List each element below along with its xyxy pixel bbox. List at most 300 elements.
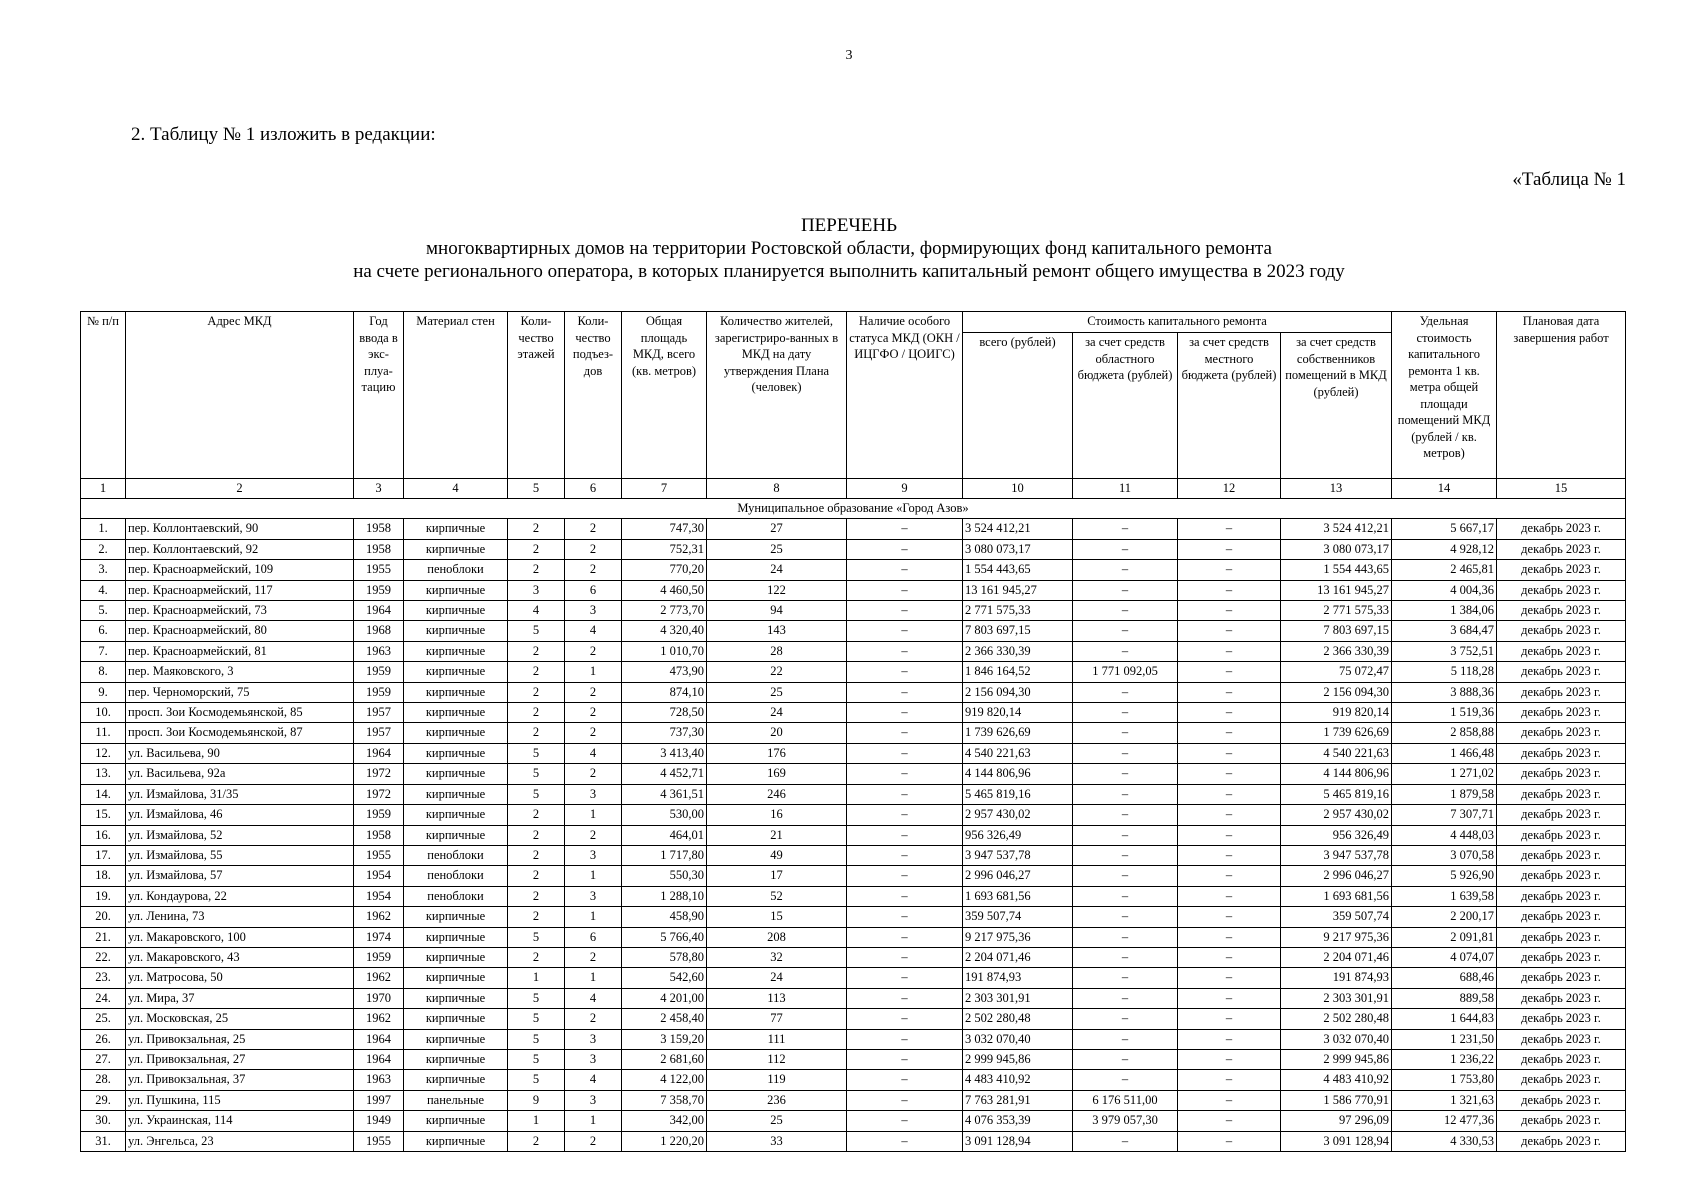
floors-cell: 2 bbox=[508, 723, 565, 743]
residents-cell: 20 bbox=[707, 723, 847, 743]
header-residents: Количество жителей, зарегистриро-ванных в МКД на дату утверждения Плана (человек) bbox=[707, 312, 847, 479]
unit-cost-cell: 2 465,81 bbox=[1392, 560, 1497, 580]
material-cell: кирпичные bbox=[404, 1131, 508, 1151]
entrances-cell: 3 bbox=[565, 845, 622, 865]
residents-cell: 176 bbox=[707, 743, 847, 763]
status-cell: – bbox=[847, 927, 963, 947]
area-cell: 473,90 bbox=[622, 662, 707, 682]
cost-local-cell: – bbox=[1178, 601, 1281, 621]
cost-regional-cell: 6 176 511,00 bbox=[1073, 1090, 1178, 1110]
material-cell: кирпичные bbox=[404, 927, 508, 947]
year-cell: 1955 bbox=[354, 845, 404, 865]
row-number: 15. bbox=[81, 805, 126, 825]
row-number: 17. bbox=[81, 845, 126, 865]
unit-cost-cell: 7 307,71 bbox=[1392, 805, 1497, 825]
entrances-cell: 2 bbox=[565, 703, 622, 723]
table-row bbox=[81, 580, 1626, 600]
year-cell: 1963 bbox=[354, 641, 404, 661]
address-cell: ул. Измайлова, 46 bbox=[126, 805, 354, 825]
year-cell: 1958 bbox=[354, 519, 404, 539]
area-cell: 737,30 bbox=[622, 723, 707, 743]
area-cell: 542,60 bbox=[622, 968, 707, 988]
row-number: 25. bbox=[81, 1009, 126, 1029]
table-row bbox=[81, 703, 1626, 723]
residents-cell: 25 bbox=[707, 1111, 847, 1131]
table-row bbox=[81, 825, 1626, 845]
table-row bbox=[81, 560, 1626, 580]
header-address: Адрес МКД bbox=[126, 312, 354, 479]
cost-regional-cell: – bbox=[1073, 1070, 1178, 1090]
entrances-cell: 1 bbox=[565, 866, 622, 886]
title-line-1: ПЕРЕЧЕНЬ bbox=[800, 215, 898, 236]
floors-cell: 2 bbox=[508, 947, 565, 967]
area-cell: 4 452,71 bbox=[622, 764, 707, 784]
end-date-cell: декабрь 2023 г. bbox=[1497, 988, 1626, 1008]
entrances-cell: 3 bbox=[565, 784, 622, 804]
cost-owners-cell: 3 947 537,78 bbox=[1281, 845, 1392, 865]
entrances-cell: 6 bbox=[565, 927, 622, 947]
material-cell: кирпичные bbox=[404, 988, 508, 1008]
cost-owners-cell: 2 957 430,02 bbox=[1281, 805, 1392, 825]
material-cell: кирпичные bbox=[404, 968, 508, 988]
cost-regional-cell: – bbox=[1073, 784, 1178, 804]
material-cell: кирпичные bbox=[404, 519, 508, 539]
status-cell: – bbox=[847, 825, 963, 845]
end-date-cell: декабрь 2023 г. bbox=[1497, 1090, 1626, 1110]
end-date-cell: декабрь 2023 г. bbox=[1497, 968, 1626, 988]
material-cell: кирпичные bbox=[404, 805, 508, 825]
row-number: 4. bbox=[81, 580, 126, 600]
cost-owners-cell: 3 080 073,17 bbox=[1281, 539, 1392, 559]
cost-local-cell: – bbox=[1178, 784, 1281, 804]
unit-cost-cell: 3 070,58 bbox=[1392, 845, 1497, 865]
floors-cell: 9 bbox=[508, 1090, 565, 1110]
year-cell: 1957 bbox=[354, 723, 404, 743]
end-date-cell: декабрь 2023 г. bbox=[1497, 621, 1626, 641]
area-cell: 1 717,80 bbox=[622, 845, 707, 865]
cost-regional-cell: – bbox=[1073, 539, 1178, 559]
residents-cell: 32 bbox=[707, 947, 847, 967]
cost-regional-cell: – bbox=[1073, 845, 1178, 865]
material-cell: кирпичные bbox=[404, 621, 508, 641]
end-date-cell: декабрь 2023 г. bbox=[1497, 539, 1626, 559]
unit-cost-cell: 1 236,22 bbox=[1392, 1049, 1497, 1069]
material-cell: кирпичные bbox=[404, 784, 508, 804]
material-cell: кирпичные bbox=[404, 764, 508, 784]
cost-local-cell: – bbox=[1178, 539, 1281, 559]
table-row bbox=[81, 539, 1626, 559]
table-row bbox=[81, 601, 1626, 621]
header-cost-regional: за счет средств областного бюджета (рублей) bbox=[1073, 333, 1178, 479]
status-cell: – bbox=[847, 845, 963, 865]
residents-cell: 15 bbox=[707, 907, 847, 927]
cost-regional-cell: – bbox=[1073, 601, 1178, 621]
status-cell: – bbox=[847, 907, 963, 927]
material-cell: кирпичные bbox=[404, 825, 508, 845]
row-number: 10. bbox=[81, 703, 126, 723]
end-date-cell: декабрь 2023 г. bbox=[1497, 1029, 1626, 1049]
material-cell: кирпичные bbox=[404, 539, 508, 559]
cost-local-cell: – bbox=[1178, 662, 1281, 682]
material-cell: кирпичные bbox=[404, 601, 508, 621]
area-cell: 1 288,10 bbox=[622, 886, 707, 906]
address-cell: ул. Энгельса, 23 bbox=[126, 1131, 354, 1151]
header-cost-local: за счет средств местного бюджета (рублей) bbox=[1178, 333, 1281, 479]
cost-local-cell: – bbox=[1178, 886, 1281, 906]
table-row bbox=[81, 1090, 1626, 1110]
address-cell: пер. Красноармейский, 73 bbox=[126, 601, 354, 621]
header-year: Год ввода в экс-плуа-тацию bbox=[354, 312, 404, 479]
header-cost-group: Стоимость капитального ремонта bbox=[963, 312, 1392, 333]
cost-total-cell: 919 820,14 bbox=[963, 703, 1073, 723]
table-row bbox=[81, 1070, 1626, 1090]
cost-local-cell: – bbox=[1178, 560, 1281, 580]
cost-owners-cell: 13 161 945,27 bbox=[1281, 580, 1392, 600]
floors-cell: 2 bbox=[508, 1131, 565, 1151]
column-number-cell: 4 bbox=[404, 479, 508, 499]
end-date-cell: декабрь 2023 г. bbox=[1497, 927, 1626, 947]
residents-cell: 27 bbox=[707, 519, 847, 539]
cost-total-cell: 4 483 410,92 bbox=[963, 1070, 1073, 1090]
floors-cell: 2 bbox=[508, 641, 565, 661]
table-row bbox=[81, 866, 1626, 886]
floors-cell: 4 bbox=[508, 601, 565, 621]
cost-local-cell: – bbox=[1178, 1111, 1281, 1131]
year-cell: 1959 bbox=[354, 662, 404, 682]
table-row bbox=[81, 886, 1626, 906]
year-cell: 1964 bbox=[354, 743, 404, 763]
cost-regional-cell: – bbox=[1073, 580, 1178, 600]
cost-owners-cell: 2 502 280,48 bbox=[1281, 1009, 1392, 1029]
table-row bbox=[81, 764, 1626, 784]
table-row bbox=[81, 1131, 1626, 1151]
cost-total-cell: 3 947 537,78 bbox=[963, 845, 1073, 865]
cost-regional-cell: – bbox=[1073, 1049, 1178, 1069]
address-cell: ул. Кондаурова, 22 bbox=[126, 886, 354, 906]
row-number: 5. bbox=[81, 601, 126, 621]
address-cell: ул. Московская, 25 bbox=[126, 1009, 354, 1029]
end-date-cell: декабрь 2023 г. bbox=[1497, 662, 1626, 682]
address-cell: ул. Привокзальная, 25 bbox=[126, 1029, 354, 1049]
row-number: 23. bbox=[81, 968, 126, 988]
cost-regional-cell: – bbox=[1073, 641, 1178, 661]
column-number-cell: 9 bbox=[847, 479, 963, 499]
residents-cell: 52 bbox=[707, 886, 847, 906]
floors-cell: 3 bbox=[508, 580, 565, 600]
material-cell: панельные bbox=[404, 1090, 508, 1110]
residents-cell: 24 bbox=[707, 968, 847, 988]
unit-cost-cell: 3 684,47 bbox=[1392, 621, 1497, 641]
cost-owners-cell: 2 996 046,27 bbox=[1281, 866, 1392, 886]
floors-cell: 2 bbox=[508, 907, 565, 927]
row-number: 24. bbox=[81, 988, 126, 1008]
entrances-cell: 2 bbox=[565, 682, 622, 702]
row-number: 29. bbox=[81, 1090, 126, 1110]
floors-cell: 5 bbox=[508, 784, 565, 804]
cost-regional-cell: – bbox=[1073, 825, 1178, 845]
material-cell: кирпичные bbox=[404, 1111, 508, 1131]
cost-regional-cell: – bbox=[1073, 968, 1178, 988]
column-number-cell: 12 bbox=[1178, 479, 1281, 499]
entrances-cell: 4 bbox=[565, 621, 622, 641]
cost-owners-cell: 3 524 412,21 bbox=[1281, 519, 1392, 539]
document-title bbox=[0, 214, 1698, 283]
residents-cell: 17 bbox=[707, 866, 847, 886]
area-cell: 4 122,00 bbox=[622, 1070, 707, 1090]
unit-cost-cell: 1 879,58 bbox=[1392, 784, 1497, 804]
unit-cost-cell: 4 330,53 bbox=[1392, 1131, 1497, 1151]
cost-local-cell: – bbox=[1178, 988, 1281, 1008]
floors-cell: 2 bbox=[508, 886, 565, 906]
floors-cell: 2 bbox=[508, 805, 565, 825]
entrances-cell: 2 bbox=[565, 539, 622, 559]
cost-total-cell: 3 091 128,94 bbox=[963, 1131, 1073, 1151]
cost-local-cell: – bbox=[1178, 927, 1281, 947]
status-cell: – bbox=[847, 1049, 963, 1069]
unit-cost-cell: 4 074,07 bbox=[1392, 947, 1497, 967]
cost-total-cell: 2 366 330,39 bbox=[963, 641, 1073, 661]
status-cell: – bbox=[847, 1009, 963, 1029]
row-number: 16. bbox=[81, 825, 126, 845]
end-date-cell: декабрь 2023 г. bbox=[1497, 947, 1626, 967]
row-number: 26. bbox=[81, 1029, 126, 1049]
cost-regional-cell: – bbox=[1073, 1131, 1178, 1151]
floors-cell: 2 bbox=[508, 866, 565, 886]
cost-local-cell: – bbox=[1178, 1009, 1281, 1029]
title-line-2: многоквартирных домов на территории Ростовской области, формирующих фонд капитального ремонта bbox=[426, 238, 1272, 259]
address-cell: ул. Привокзальная, 37 bbox=[126, 1070, 354, 1090]
floors-cell: 2 bbox=[508, 539, 565, 559]
year-cell: 1964 bbox=[354, 1029, 404, 1049]
residents-cell: 236 bbox=[707, 1090, 847, 1110]
entrances-cell: 3 bbox=[565, 886, 622, 906]
cost-local-cell: – bbox=[1178, 805, 1281, 825]
cost-owners-cell: 2 204 071,46 bbox=[1281, 947, 1392, 967]
end-date-cell: декабрь 2023 г. bbox=[1497, 723, 1626, 743]
cost-local-cell: – bbox=[1178, 845, 1281, 865]
cost-regional-cell: – bbox=[1073, 723, 1178, 743]
residents-cell: 113 bbox=[707, 988, 847, 1008]
end-date-cell: декабрь 2023 г. bbox=[1497, 703, 1626, 723]
cost-local-cell: – bbox=[1178, 825, 1281, 845]
year-cell: 1958 bbox=[354, 539, 404, 559]
unit-cost-cell: 4 928,12 bbox=[1392, 539, 1497, 559]
status-cell: – bbox=[847, 1131, 963, 1151]
residents-cell: 94 bbox=[707, 601, 847, 621]
entrances-cell: 2 bbox=[565, 723, 622, 743]
status-cell: – bbox=[847, 682, 963, 702]
buildings-table bbox=[80, 311, 1626, 1152]
status-cell: – bbox=[847, 866, 963, 886]
cost-total-cell: 2 156 094,30 bbox=[963, 682, 1073, 702]
end-date-cell: декабрь 2023 г. bbox=[1497, 1131, 1626, 1151]
address-cell: пер. Красноармейский, 109 bbox=[126, 560, 354, 580]
entrances-cell: 2 bbox=[565, 1131, 622, 1151]
cost-local-cell: – bbox=[1178, 641, 1281, 661]
cost-total-cell: 9 217 975,36 bbox=[963, 927, 1073, 947]
table-row bbox=[81, 907, 1626, 927]
unit-cost-cell: 5 667,17 bbox=[1392, 519, 1497, 539]
status-cell: – bbox=[847, 784, 963, 804]
residents-cell: 24 bbox=[707, 560, 847, 580]
year-cell: 1964 bbox=[354, 1049, 404, 1069]
floors-cell: 5 bbox=[508, 927, 565, 947]
column-number-cell: 7 bbox=[622, 479, 707, 499]
status-cell: – bbox=[847, 539, 963, 559]
column-number-cell: 3 bbox=[354, 479, 404, 499]
unit-cost-cell: 1 271,02 bbox=[1392, 764, 1497, 784]
cost-local-cell: – bbox=[1178, 1049, 1281, 1069]
cost-total-cell: 3 524 412,21 bbox=[963, 519, 1073, 539]
address-cell: ул. Пушкина, 115 bbox=[126, 1090, 354, 1110]
address-cell: ул. Измайлова, 52 bbox=[126, 825, 354, 845]
status-cell: – bbox=[847, 1029, 963, 1049]
address-cell: пер. Коллонтаевский, 92 bbox=[126, 539, 354, 559]
entrances-cell: 1 bbox=[565, 662, 622, 682]
cost-regional-cell: – bbox=[1073, 866, 1178, 886]
address-cell: пер. Черноморский, 75 bbox=[126, 682, 354, 702]
status-cell: – bbox=[847, 621, 963, 641]
unit-cost-cell: 1 753,80 bbox=[1392, 1070, 1497, 1090]
cost-owners-cell: 4 144 806,96 bbox=[1281, 764, 1392, 784]
section-title: Муниципальное образование «Город Азов» bbox=[81, 499, 1626, 519]
cost-regional-cell: – bbox=[1073, 560, 1178, 580]
end-date-cell: декабрь 2023 г. bbox=[1497, 886, 1626, 906]
cost-local-cell: – bbox=[1178, 764, 1281, 784]
table-row bbox=[81, 641, 1626, 661]
cost-owners-cell: 97 296,09 bbox=[1281, 1111, 1392, 1131]
row-number: 1. bbox=[81, 519, 126, 539]
cost-owners-cell: 1 693 681,56 bbox=[1281, 886, 1392, 906]
cost-total-cell: 3 032 070,40 bbox=[963, 1029, 1073, 1049]
cost-regional-cell: 1 771 092,05 bbox=[1073, 662, 1178, 682]
area-cell: 578,80 bbox=[622, 947, 707, 967]
table-row bbox=[81, 968, 1626, 988]
row-number: 6. bbox=[81, 621, 126, 641]
status-cell: – bbox=[847, 662, 963, 682]
cost-regional-cell: – bbox=[1073, 907, 1178, 927]
header-cost-owners: за счет средств собственников помещений в МКД (рублей) bbox=[1281, 333, 1392, 479]
end-date-cell: декабрь 2023 г. bbox=[1497, 580, 1626, 600]
column-number-cell: 6 bbox=[565, 479, 622, 499]
row-number: 14. bbox=[81, 784, 126, 804]
year-cell: 1964 bbox=[354, 601, 404, 621]
end-date-cell: декабрь 2023 г. bbox=[1497, 641, 1626, 661]
year-cell: 1958 bbox=[354, 825, 404, 845]
entrances-cell: 3 bbox=[565, 1029, 622, 1049]
unit-cost-cell: 1 321,63 bbox=[1392, 1090, 1497, 1110]
status-cell: – bbox=[847, 1070, 963, 1090]
cost-local-cell: – bbox=[1178, 519, 1281, 539]
section-row bbox=[81, 499, 1626, 519]
column-number-cell: 8 bbox=[707, 479, 847, 499]
address-cell: просп. Зои Космодемьянской, 85 bbox=[126, 703, 354, 723]
cost-regional-cell: 3 979 057,30 bbox=[1073, 1111, 1178, 1131]
cost-local-cell: – bbox=[1178, 580, 1281, 600]
entrances-cell: 1 bbox=[565, 805, 622, 825]
entrances-cell: 2 bbox=[565, 519, 622, 539]
cost-owners-cell: 4 540 221,63 bbox=[1281, 743, 1392, 763]
end-date-cell: декабрь 2023 г. bbox=[1497, 560, 1626, 580]
address-cell: пер. Красноармейский, 117 bbox=[126, 580, 354, 600]
residents-cell: 33 bbox=[707, 1131, 847, 1151]
floors-cell: 5 bbox=[508, 743, 565, 763]
unit-cost-cell: 5 118,28 bbox=[1392, 662, 1497, 682]
address-cell: ул. Украинская, 114 bbox=[126, 1111, 354, 1131]
row-number: 19. bbox=[81, 886, 126, 906]
row-number: 7. bbox=[81, 641, 126, 661]
cost-regional-cell: – bbox=[1073, 1029, 1178, 1049]
residents-cell: 246 bbox=[707, 784, 847, 804]
material-cell: кирпичные bbox=[404, 947, 508, 967]
column-number-cell: 11 bbox=[1073, 479, 1178, 499]
area-cell: 4 361,51 bbox=[622, 784, 707, 804]
status-cell: – bbox=[847, 1090, 963, 1110]
year-cell: 1957 bbox=[354, 703, 404, 723]
header-material: Материал стен bbox=[404, 312, 508, 479]
end-date-cell: декабрь 2023 г. bbox=[1497, 1070, 1626, 1090]
end-date-cell: декабрь 2023 г. bbox=[1497, 866, 1626, 886]
table-row bbox=[81, 988, 1626, 1008]
unit-cost-cell: 12 477,36 bbox=[1392, 1111, 1497, 1131]
column-number-cell: 14 bbox=[1392, 479, 1497, 499]
area-cell: 4 320,40 bbox=[622, 621, 707, 641]
cost-regional-cell: – bbox=[1073, 805, 1178, 825]
unit-cost-cell: 1 231,50 bbox=[1392, 1029, 1497, 1049]
row-number: 21. bbox=[81, 927, 126, 947]
material-cell: пеноблоки bbox=[404, 560, 508, 580]
row-number: 18. bbox=[81, 866, 126, 886]
column-number-row bbox=[81, 479, 1626, 499]
end-date-cell: декабрь 2023 г. bbox=[1497, 519, 1626, 539]
unit-cost-cell: 889,58 bbox=[1392, 988, 1497, 1008]
floors-cell: 2 bbox=[508, 662, 565, 682]
table-row bbox=[81, 845, 1626, 865]
entrances-cell: 2 bbox=[565, 1009, 622, 1029]
cost-total-cell: 13 161 945,27 bbox=[963, 580, 1073, 600]
material-cell: кирпичные bbox=[404, 1009, 508, 1029]
address-cell: пер. Маяковского, 3 bbox=[126, 662, 354, 682]
year-cell: 1959 bbox=[354, 682, 404, 702]
area-cell: 770,20 bbox=[622, 560, 707, 580]
address-cell: пер. Красноармейский, 80 bbox=[126, 621, 354, 641]
table-row bbox=[81, 743, 1626, 763]
year-cell: 1962 bbox=[354, 968, 404, 988]
entrances-cell: 3 bbox=[565, 1090, 622, 1110]
cost-regional-cell: – bbox=[1073, 988, 1178, 1008]
title-line-3: на счете регионального оператора, в которых планируется выполнить капитальный ремонт общего имущества в 2023 году bbox=[353, 261, 1345, 282]
area-cell: 1 010,70 bbox=[622, 641, 707, 661]
address-cell: ул. Привокзальная, 27 bbox=[126, 1049, 354, 1069]
cost-regional-cell: – bbox=[1073, 1009, 1178, 1029]
cost-owners-cell: 2 999 945,86 bbox=[1281, 1049, 1392, 1069]
cost-owners-cell: 4 483 410,92 bbox=[1281, 1070, 1392, 1090]
entrances-cell: 1 bbox=[565, 968, 622, 988]
floors-cell: 2 bbox=[508, 682, 565, 702]
cost-total-cell: 2 996 046,27 bbox=[963, 866, 1073, 886]
table-row bbox=[81, 662, 1626, 682]
cost-local-cell: – bbox=[1178, 1090, 1281, 1110]
year-cell: 1970 bbox=[354, 988, 404, 1008]
floors-cell: 5 bbox=[508, 1049, 565, 1069]
floors-cell: 2 bbox=[508, 703, 565, 723]
table-row bbox=[81, 1029, 1626, 1049]
page-number: 3 bbox=[845, 48, 853, 63]
address-cell: пер. Коллонтаевский, 90 bbox=[126, 519, 354, 539]
year-cell: 1959 bbox=[354, 805, 404, 825]
residents-cell: 28 bbox=[707, 641, 847, 661]
table-row bbox=[81, 947, 1626, 967]
